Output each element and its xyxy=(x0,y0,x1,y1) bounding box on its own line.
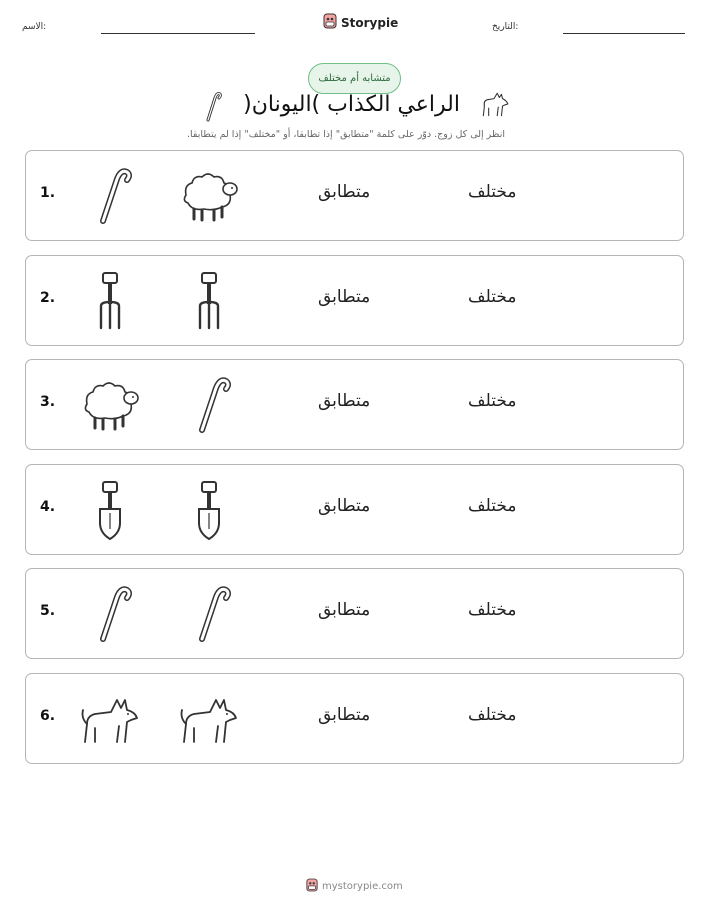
shovel-icon xyxy=(79,479,141,541)
crook-icon xyxy=(79,165,141,227)
pitchfork-icon xyxy=(79,270,141,332)
option-same[interactable]: متطابق xyxy=(318,391,371,411)
date-line[interactable] xyxy=(563,33,685,34)
option-different[interactable]: مختلف xyxy=(468,391,517,411)
option-same[interactable]: متطابق xyxy=(318,600,371,620)
option-same[interactable]: متطابق xyxy=(318,182,371,202)
crook-icon xyxy=(178,374,240,436)
option-different[interactable]: مختلف xyxy=(468,286,517,307)
option-different[interactable]: مختلف xyxy=(468,495,517,516)
date-label: التاريخ: xyxy=(492,22,519,32)
option-same[interactable]: متطابق xyxy=(318,286,371,307)
question-row xyxy=(25,673,684,764)
name-label: الاسم: xyxy=(22,22,47,32)
question-row xyxy=(25,150,684,241)
option-different[interactable]: مختلف xyxy=(468,704,517,725)
sheep-icon xyxy=(178,165,240,227)
question-number: 4. xyxy=(40,498,56,515)
question-number: 2. xyxy=(40,289,56,306)
shovel-icon xyxy=(178,479,240,541)
question-row xyxy=(25,568,684,659)
question-number: 6. xyxy=(40,707,56,724)
question-number: 5. xyxy=(40,603,56,619)
wolf-title-icon xyxy=(478,90,510,120)
storypie-mascot-icon xyxy=(306,878,318,895)
worksheet-type-badge: متشابه أم مختلف xyxy=(308,63,401,94)
sheep-icon xyxy=(79,374,141,436)
wolf-icon xyxy=(178,688,240,750)
crook-icon xyxy=(79,583,141,645)
option-different[interactable]: مختلف xyxy=(468,182,517,202)
brand-name: Storypie xyxy=(341,15,399,30)
name-line[interactable] xyxy=(101,33,255,34)
instructions: انظر إلى كل زوج. دوّر على كلمة "متطابق" إذا تطابقا، أو "مختلف" إذا لم يتطابقا. xyxy=(186,129,505,140)
wolf-icon xyxy=(79,688,141,750)
option-different[interactable]: مختلف xyxy=(468,600,517,620)
question-number: 3. xyxy=(40,394,56,410)
storypie-mascot-icon xyxy=(323,13,337,32)
crook-icon xyxy=(178,583,240,645)
option-same[interactable]: متطابق xyxy=(318,704,371,725)
footer-site: mystorypie.com xyxy=(322,881,403,892)
question-number: 1. xyxy=(40,185,56,201)
brand-logo xyxy=(323,13,398,32)
question-row xyxy=(25,255,684,346)
question-row xyxy=(25,359,684,450)
worksheet-title: الراعي الكذاب )اليونان( xyxy=(243,92,460,117)
question-row xyxy=(25,464,684,555)
crook-title-icon xyxy=(204,90,222,122)
footer xyxy=(306,878,403,895)
pitchfork-icon xyxy=(178,270,240,332)
option-same[interactable]: متطابق xyxy=(318,495,371,516)
